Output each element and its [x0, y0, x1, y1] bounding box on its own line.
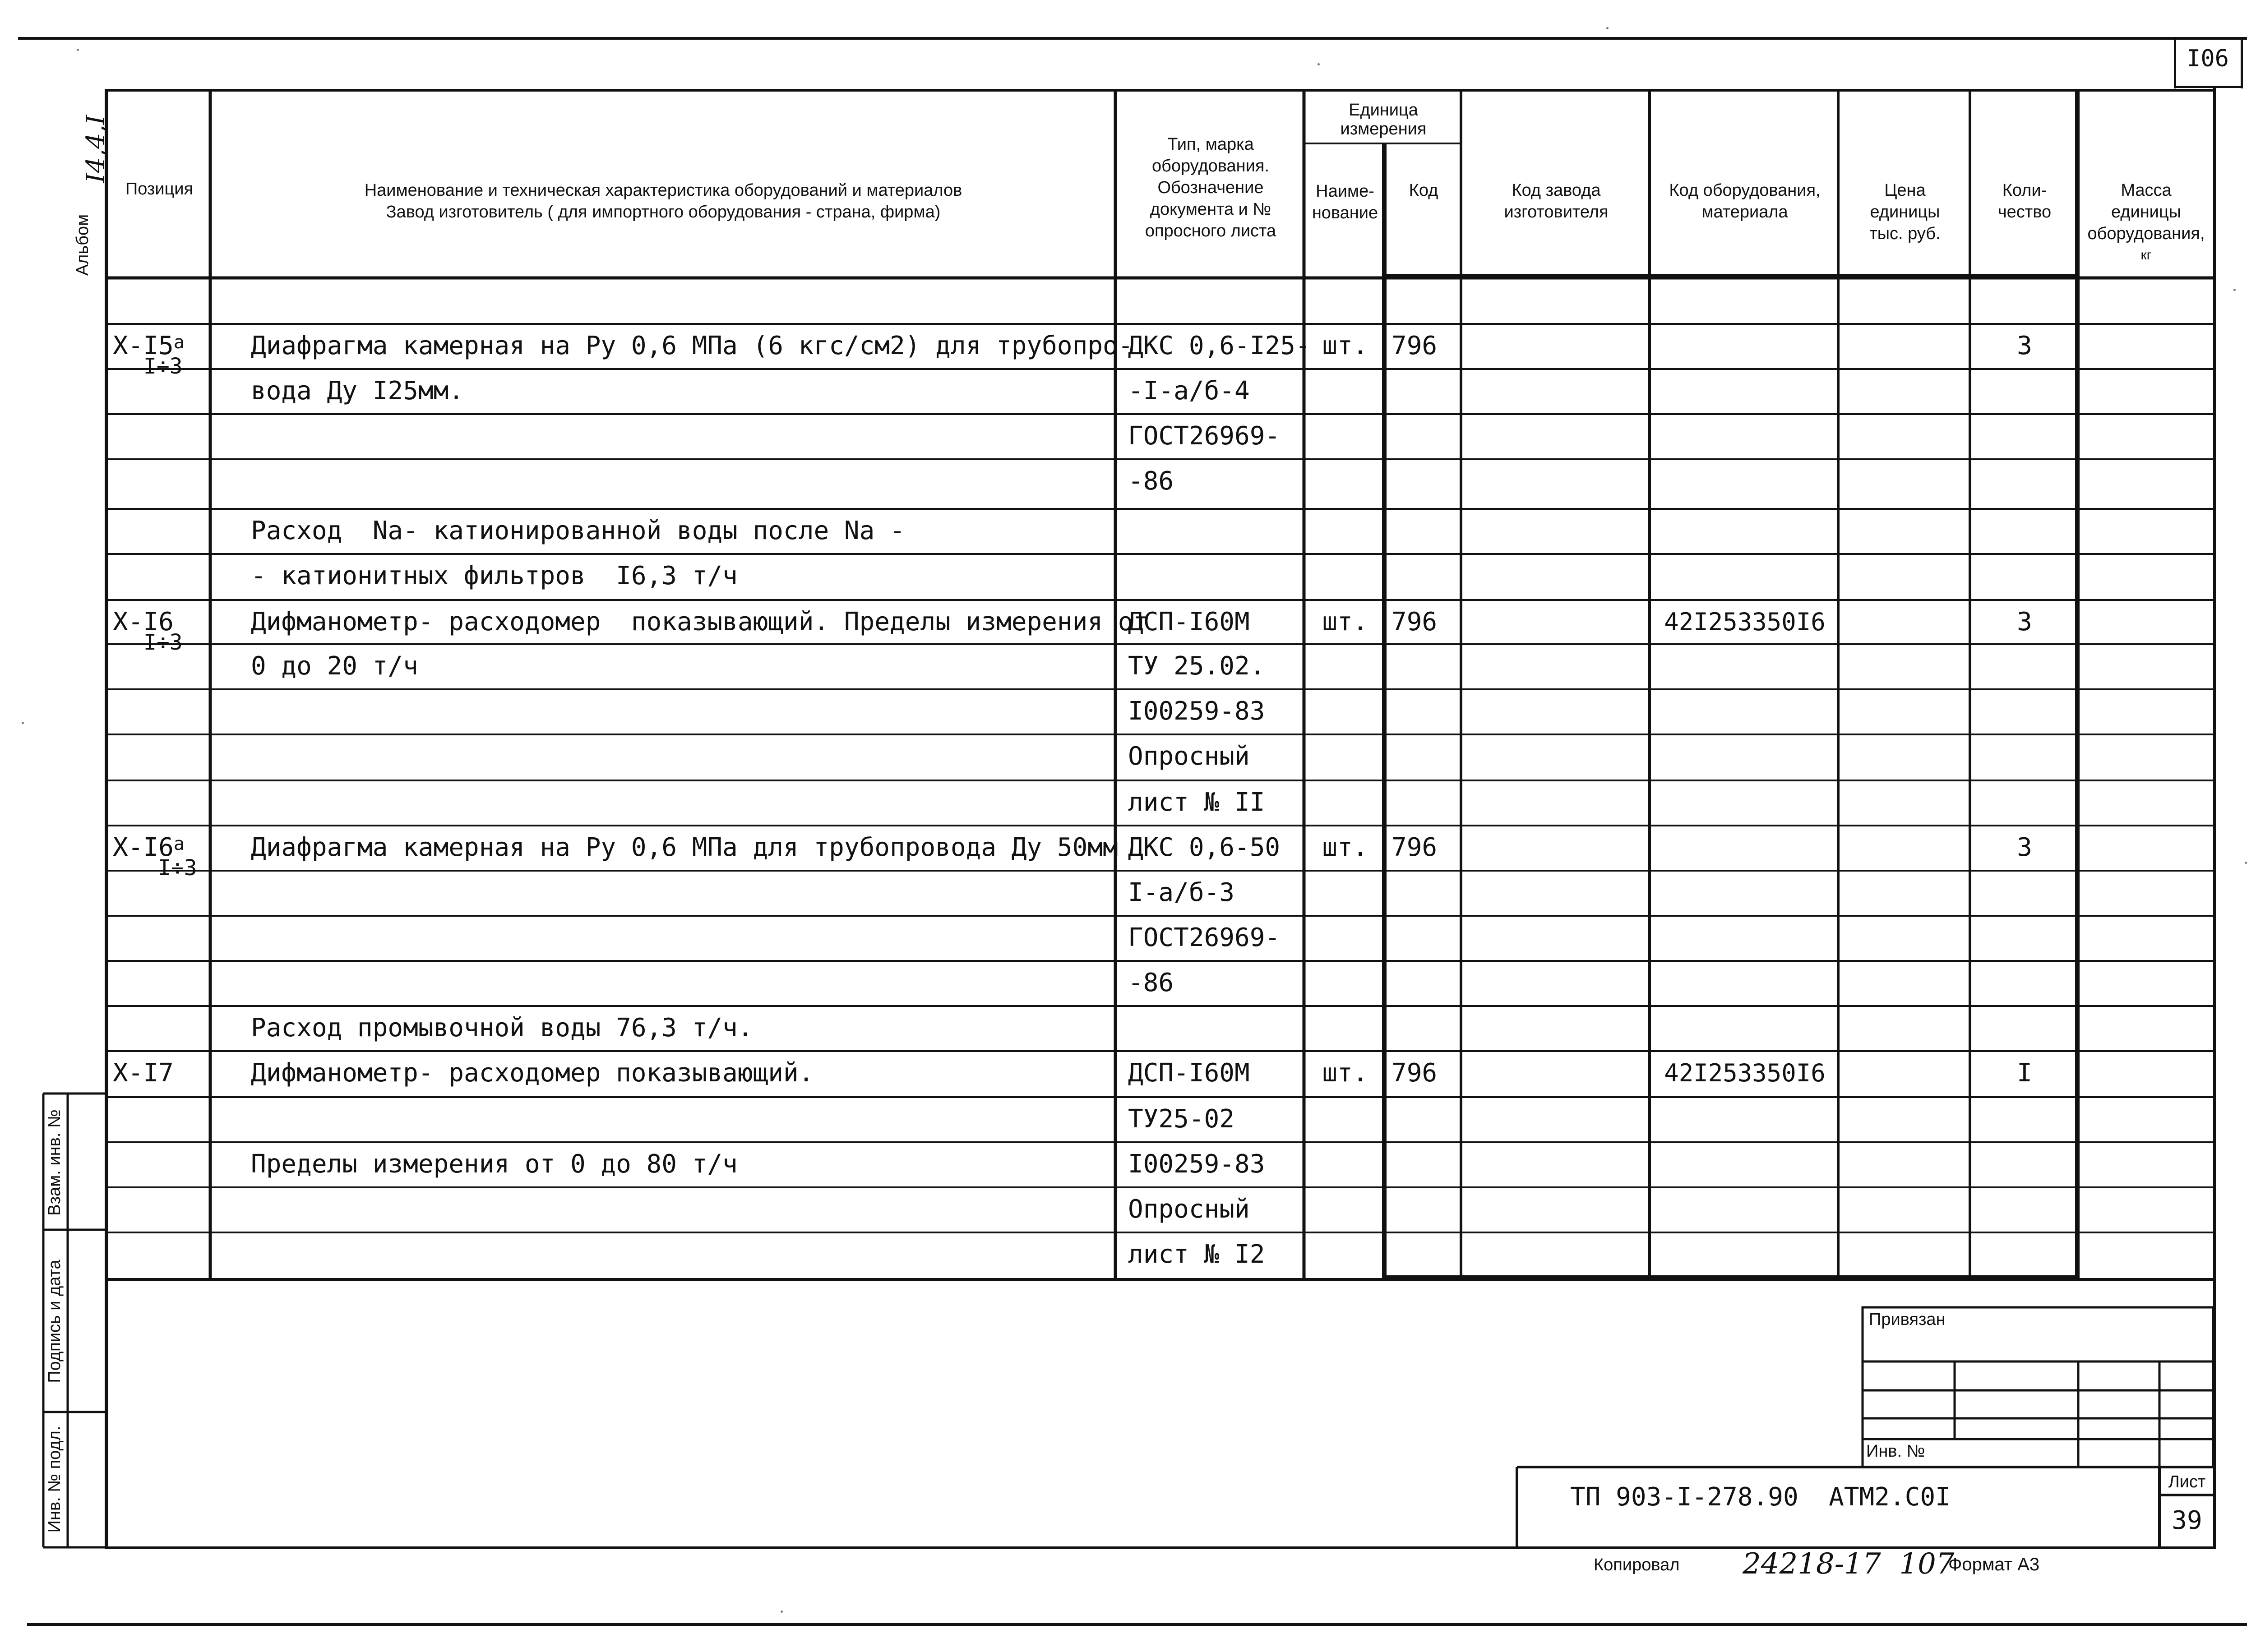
doc-code: ТП 903-I-278.90 АТМ2.С0I — [1570, 1482, 1951, 1512]
bound-title: Привязан — [1869, 1310, 1946, 1329]
header-mass-1: Масса — [2121, 181, 2172, 200]
header-factory-code-2: изготовителя — [1504, 203, 1609, 221]
item-type: ДКС 0,6-I25- — [1128, 331, 1311, 360]
unit-code: 796 — [1392, 607, 1438, 637]
header-price-1: Цена — [1884, 181, 1926, 200]
position-code: X-I5 — [113, 331, 174, 360]
scan-speck — [781, 1610, 783, 1613]
quantity: I — [2017, 1058, 2032, 1088]
item-type: I00259-83 — [1128, 1149, 1265, 1179]
copied-label: Копировал — [1594, 1555, 1680, 1574]
quantity: 3 — [2017, 833, 2032, 862]
header-name-line2: Завод изготовитель ( для импортного оборудования - страна, фирма) — [386, 203, 941, 221]
unit-name: шт. — [1322, 833, 1368, 862]
album-label: Альбом — [73, 214, 92, 276]
unit-code: 796 — [1392, 331, 1438, 360]
item-type: ДСП-I60М — [1128, 607, 1250, 637]
item-type: лист № II — [1128, 788, 1265, 817]
sheet-number-top: I06 — [2187, 45, 2229, 72]
header-type-line: оборудования. — [1151, 157, 1270, 175]
item-type: I-а/б-3 — [1128, 878, 1235, 907]
format-label: Формат А3 — [1948, 1555, 2040, 1574]
position-range: I÷3 — [143, 354, 183, 379]
header-type-line: Тип, марка — [1167, 135, 1254, 154]
item-name: Дифманометр- расходомер показывающий. — [251, 1058, 814, 1088]
item-type: ГОСТ26969- — [1128, 421, 1281, 451]
item-name: Диафрагма камерная на Ру 0,6 МПа для трубопровода Ду 50мм — [251, 833, 1118, 862]
equipment-code: 42I253350I6 — [1664, 608, 1826, 636]
header-factory-code-1: Код завода — [1512, 181, 1601, 200]
stamp-signature-label: Подпись и дата — [45, 1260, 64, 1383]
header-price-3: тыс. руб. — [1869, 224, 1941, 243]
item-type: ТУ25-02 — [1128, 1104, 1235, 1134]
scan-speck — [77, 49, 79, 51]
item-name: Пределы измерения от 0 до 80 т/ч — [251, 1149, 738, 1179]
position-code: X-I6 — [113, 607, 174, 637]
header-quantity-1: Коли- — [2002, 181, 2047, 200]
item-name: Дифманометр- расходомер показывающий. Пределы измерения от — [251, 607, 1149, 637]
item-name: Диафрагма камерная на Ру 0,6 МПа (6 кгс/см2) для трубопро- — [251, 331, 1133, 360]
header-position: Позиция — [125, 180, 194, 198]
unit-name: шт. — [1322, 607, 1368, 637]
header-mass-3: оборудования, — [2087, 224, 2205, 243]
unit-code: 796 — [1392, 1058, 1438, 1088]
header-name-line1: Наименование и техническая характеристика оборудований и материалов — [364, 181, 962, 200]
header-unit-name-2: нование — [1312, 203, 1378, 222]
item-type: -86 — [1128, 968, 1174, 997]
scan-speck — [1318, 63, 1320, 65]
scan-speck — [1606, 27, 1609, 29]
item-type: ДСП-I60М — [1128, 1058, 1250, 1088]
handwritten-number: 24218-17 107 — [1743, 1547, 1955, 1581]
equipment-code: 42I253350I6 — [1664, 1059, 1826, 1087]
header-mass-4: кг — [2140, 248, 2152, 263]
item-type: Опросный — [1128, 742, 1250, 771]
header-unit-name-1: Наиме- — [1316, 182, 1374, 201]
position-code: X-I7 — [113, 1058, 174, 1088]
position-superscript: a — [173, 834, 185, 854]
album-value: I4,4,I — [81, 115, 111, 183]
bound-inv-label: Инв. № — [1866, 1442, 1925, 1461]
header-unit-group-1: Единица — [1349, 101, 1418, 120]
header-equipment-code-1: Код оборудования, — [1669, 181, 1821, 200]
item-name: - катионитных фильтров I6,3 т/ч — [251, 561, 738, 591]
stamp-inventory-label: Инв. № подл. — [45, 1426, 64, 1533]
quantity: 3 — [2017, 607, 2032, 637]
position-code: X-I6 — [113, 833, 174, 862]
scan-speck — [2245, 862, 2247, 864]
header-equipment-code-2: материала — [1701, 203, 1788, 221]
header-type-line: Обозначение — [1157, 178, 1264, 197]
position-range: I÷3 — [158, 855, 197, 881]
sheet-number: 39 — [2172, 1506, 2202, 1535]
item-type: ТУ 25.02. — [1128, 651, 1265, 681]
header-quantity-2: чество — [1997, 203, 2052, 221]
item-type: лист № I2 — [1128, 1240, 1265, 1269]
item-type: Опросный — [1128, 1195, 1250, 1224]
unit-code: 796 — [1392, 833, 1438, 862]
item-type: ДКС 0,6-50 — [1128, 833, 1281, 862]
item-name: Расход промывочной воды 76,3 т/ч. — [251, 1013, 753, 1043]
quantity: 3 — [2017, 331, 2032, 360]
header-price-2: единицы — [1870, 203, 1940, 221]
unit-name: шт. — [1322, 1058, 1368, 1088]
item-type: I00259-83 — [1128, 697, 1265, 726]
item-type: ГОСТ26969- — [1128, 923, 1281, 952]
item-name: 0 до 20 т/ч — [251, 651, 418, 681]
scan-speck — [22, 722, 24, 724]
header-type-line: опросного листа — [1145, 221, 1276, 240]
header-mass-2: единицы — [2111, 203, 2181, 221]
header-unit-group-2: измерения — [1340, 120, 1427, 138]
stamp-replace-label: Взам. инв. № — [45, 1109, 64, 1216]
item-name: Расход Na- катионированной воды после Na - — [251, 516, 905, 545]
item-type: -I-а/б-4 — [1128, 376, 1250, 406]
sheet-label: Лист — [2168, 1472, 2206, 1491]
position-superscript: a — [173, 332, 185, 353]
scan-speck — [2233, 289, 2236, 291]
header-unit-code: Код — [1409, 181, 1438, 200]
item-name: вода Ду I25мм. — [251, 376, 464, 406]
header-type-line: документа и № — [1150, 200, 1271, 219]
position-range: I÷3 — [143, 630, 183, 655]
unit-name: шт. — [1322, 331, 1368, 360]
item-type: -86 — [1128, 466, 1174, 496]
